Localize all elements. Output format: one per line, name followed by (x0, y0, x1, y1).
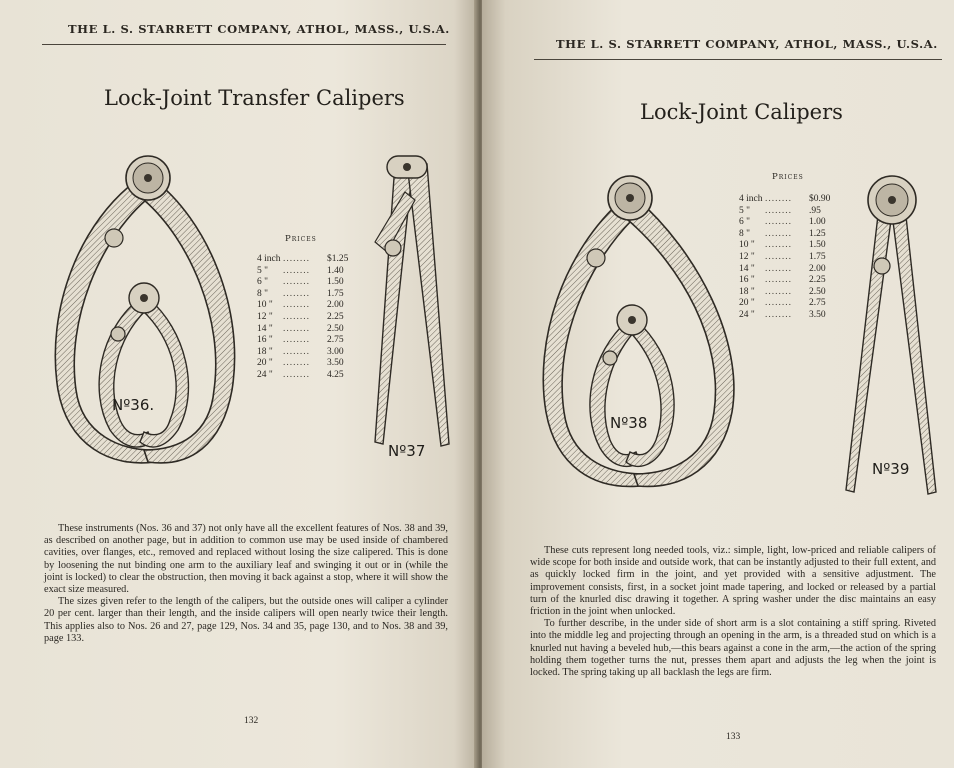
price-row (257, 266, 348, 278)
right-page (482, 0, 954, 768)
price-row (257, 312, 348, 324)
left-page-title: Lock-Joint Transfer Calipers (104, 86, 405, 110)
price-leader: ........ (283, 369, 310, 380)
left-price-list (257, 254, 348, 382)
price-value: 2.00 (809, 263, 826, 274)
price-leader: ........ (283, 277, 310, 288)
price-leader: ........ (283, 288, 310, 299)
left-body-text (44, 523, 448, 645)
price-value: 1.00 (809, 217, 826, 228)
price-size: 12 " (257, 311, 273, 322)
caliper-39-illustration (842, 174, 942, 496)
caliper-37-illustration (365, 152, 465, 452)
price-size: 10 " (257, 300, 273, 311)
price-size: 5 " (739, 205, 751, 216)
price-leader: ........ (283, 254, 310, 264)
right-paragraph-1: These cuts represent long needed tools, viz.: simple, light, low-priced and reliable calipers of wide scope for both inside and outside work, that can be instantly adjusted to their full extent, and as quickly locked firm in the joint, and yet provided with a sensitive adjustment. The improvement consists, first, in a socket joint made tapering, and locked or released by a partial turn of the knurled disc drawing it together. A spring washer under the disc maintains an easy friction in the joint when unlocked. (530, 545, 936, 618)
price-size: 24 " (739, 309, 755, 320)
price-value: 3.50 (809, 309, 826, 320)
price-size: 4 inch (257, 254, 281, 264)
price-row (739, 252, 830, 264)
price-size: 18 " (739, 286, 755, 297)
price-row (739, 229, 830, 241)
price-leader: ........ (765, 205, 792, 216)
price-size: 20 " (257, 358, 273, 369)
price-size: 20 " (739, 298, 755, 309)
price-leader: ........ (283, 346, 310, 357)
price-value: 1.50 (327, 277, 344, 288)
left-header-rule (42, 44, 446, 45)
price-size: 24 " (257, 369, 273, 380)
price-row (257, 289, 348, 301)
price-row (739, 206, 830, 218)
price-row (257, 347, 348, 359)
price-value: 3.50 (327, 358, 344, 369)
right-running-header: THE L. S. STARRETT COMPANY, ATHOL, MASS., U.S.A. (556, 37, 938, 51)
price-value: 1.40 (327, 265, 344, 276)
right-page-title: Lock-Joint Calipers (640, 100, 843, 124)
price-size: 6 " (739, 217, 751, 228)
price-leader: ........ (765, 263, 792, 274)
price-value: 2.75 (809, 298, 826, 309)
figure-label-36: Nº36. (112, 396, 155, 414)
price-leader: ........ (765, 298, 792, 309)
price-row (739, 275, 830, 287)
price-size: 16 " (257, 335, 273, 346)
left-paragraph-1: These instruments (Nos. 36 and 37) not only have all the excellent features of Nos. 38 and 39, as described on another page, but in addition to common use may be used inside of chambered cavities, over flanges, etc., removed and replaced without losing the size calipered. This is done by loosening the nut binding one arm to the auxiliary leaf and swinging it out or in (while the joint is locked) to clear the obstruction, then moving it back against a stop, where it will show the exact size measured. (44, 523, 448, 596)
figure-label-39: Nº39 (872, 460, 910, 478)
price-value: 2.75 (327, 335, 344, 346)
left-page-number: 132 (244, 716, 259, 726)
price-size: 14 " (739, 263, 755, 274)
caliper-36-illustration (40, 150, 250, 475)
price-size: 4 inch (739, 194, 763, 204)
price-value: 4.25 (327, 369, 344, 380)
right-body-text (530, 545, 936, 679)
price-value: $1.25 (327, 254, 349, 264)
price-size: 6 " (257, 277, 269, 288)
price-row (739, 194, 830, 206)
price-leader: ........ (765, 228, 792, 239)
price-row (257, 254, 348, 266)
price-value: 2.50 (327, 323, 344, 334)
left-paragraph-2: The sizes given refer to the length of the calipers, but the outside ones will caliper a cylinder 20 per cent. larger than their length, and the inside calipers will open nearly twice their length. This applies also to Nos. 26 and 27, page 129, Nos. 34 and 35, page 130, and to Nos. 38 and 39, page 133. (44, 596, 448, 644)
price-leader: ........ (765, 275, 792, 286)
price-size: 8 " (739, 228, 751, 239)
price-leader: ........ (283, 358, 310, 369)
price-row (257, 300, 348, 312)
price-leader: ........ (283, 265, 310, 276)
right-price-list (739, 194, 830, 322)
price-row (257, 370, 348, 382)
price-value: $0.90 (809, 194, 831, 204)
price-leader: ........ (765, 251, 792, 262)
right-paragraph-2: To further describe, in the under side of short arm is a slot containing a stiff spring. Riveted into the middle leg and projecting through an opening in the arm, is a threaded stud on which is a knurled nut having a beveled hub,—this bears against a cone in the arm,—the action of the spring holding them together turns the nut, presses them apart and adjusts the leg when the joint is locked. The spring taking up all backlash the legs are firm. (530, 618, 936, 679)
right-prices-heading: Prices (772, 172, 804, 182)
price-row (257, 358, 348, 370)
price-value: 1.25 (809, 228, 826, 239)
price-value: 3.00 (327, 346, 344, 357)
price-size: 14 " (257, 323, 273, 334)
price-row (739, 217, 830, 229)
price-leader: ........ (283, 300, 310, 311)
price-size: 8 " (257, 288, 269, 299)
caliper-38-illustration (532, 172, 752, 497)
price-leader: ........ (765, 286, 792, 297)
price-value: 1.75 (327, 288, 344, 299)
right-page-number: 133 (726, 732, 741, 742)
left-prices-heading: Prices (285, 234, 317, 244)
price-row (739, 240, 830, 252)
price-leader: ........ (765, 217, 792, 228)
price-value: 2.25 (327, 311, 344, 322)
price-leader: ........ (283, 323, 310, 334)
price-value: 1.75 (809, 251, 826, 262)
price-row (257, 277, 348, 289)
price-size: 12 " (739, 251, 755, 262)
price-value: 2.50 (809, 286, 826, 297)
price-row (257, 324, 348, 336)
price-size: 18 " (257, 346, 273, 357)
price-leader: ........ (283, 311, 310, 322)
price-row (739, 287, 830, 299)
left-running-header: THE L. S. STARRETT COMPANY, ATHOL, MASS., U.S.A. (68, 22, 450, 36)
figure-label-37: Nº37 (388, 442, 426, 460)
price-leader: ........ (765, 309, 792, 320)
price-row (257, 335, 348, 347)
figure-label-38: Nº38 (610, 414, 648, 432)
price-row (739, 298, 830, 310)
price-size: 10 " (739, 240, 755, 251)
price-leader: ........ (283, 335, 310, 346)
price-value: .95 (809, 205, 821, 216)
price-leader: ........ (765, 194, 792, 204)
price-size: 16 " (739, 275, 755, 286)
price-size: 5 " (257, 265, 269, 276)
price-row (739, 264, 830, 276)
price-value: 2.25 (809, 275, 826, 286)
price-row (739, 310, 830, 322)
price-value: 2.00 (327, 300, 344, 311)
price-leader: ........ (765, 240, 792, 251)
price-value: 1.50 (809, 240, 826, 251)
right-header-rule (534, 59, 942, 60)
